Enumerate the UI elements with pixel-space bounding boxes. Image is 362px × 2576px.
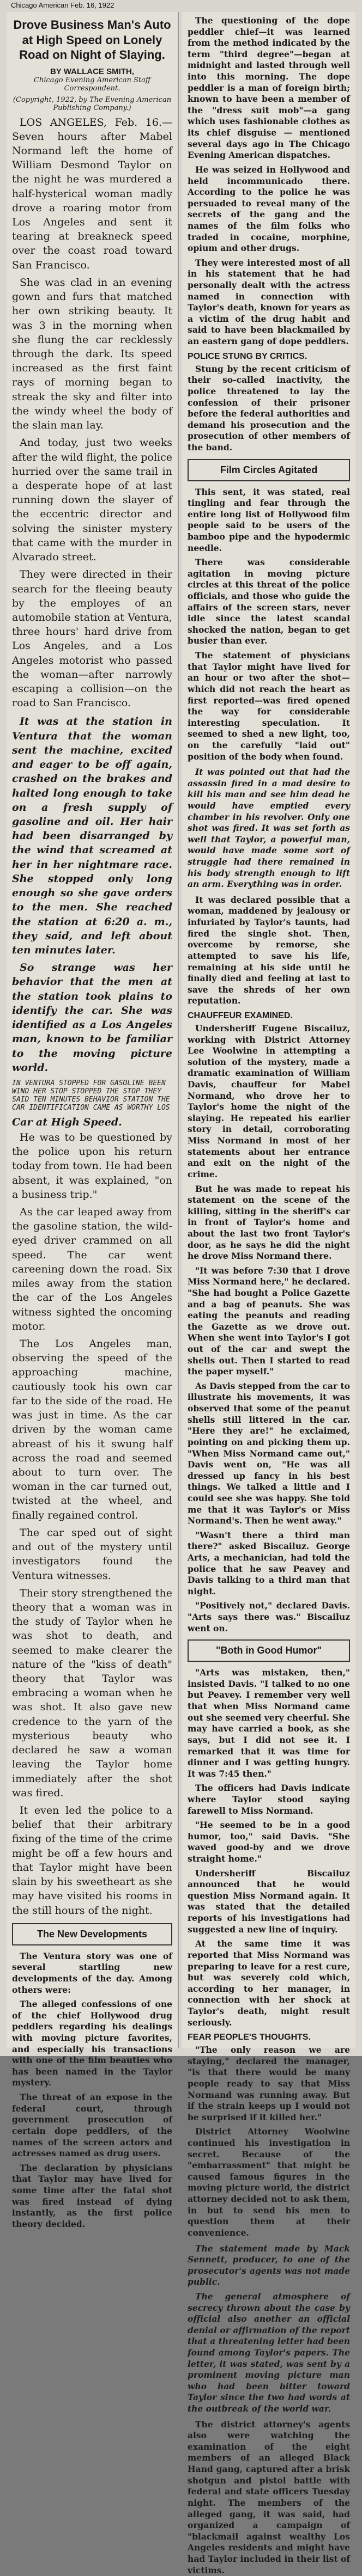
body-paragraph: They were directed in their search for the fleeing beauty by the employes of an automobile station at Ventura, three hours' hard drive from Los Angeles, and a Los Angeles motorist who passed the woman—after narrowly escaping a collision—on the road to San Francisco. (12, 568, 172, 709)
handnote: CAME AS (93, 1103, 123, 1112)
body-paragraph: But he was made to repeat his statement on the scene of the killing, sitting in the sheriff's car in front of Taylor's home and about the last two front Taylor's door, as he says he did the night he drove Miss Normand there. (188, 1183, 350, 1262)
car-subhead: Car at High Speed. (12, 1116, 122, 1128)
masthead: Chicago American Feb. 16, 1922 (11, 1, 114, 9)
police-section (188, 364, 350, 454)
fear-section (188, 2045, 350, 2238)
film-section (188, 487, 350, 763)
handnote: BEEN (148, 1079, 166, 1087)
body-paragraph: The questioning of the dope peddler chief—it was learned from the method indicated by the term "third degree"—began at midnight and lasted through well into this morning. The dope peddler is a man of foreign birth; known to have been a member of the "dress suit mob"—a gang which uses fashionable clothes as its chief disguise — mentioned several days ago in The Chicago Evening American dispatches. (188, 15, 350, 161)
body-paragraph: Their story strengthened the theory that a woman was in the study of Taylor when he was shot to death, and seemed to make clearer the nature of the "kiss of death" theory that Taylor was embracing a woman when he was shot. It also gave new credence to the yarn of the mysterious beauty who declared he saw a woman leaving the Taylor home immediately after the shot was fired. (12, 1587, 172, 1799)
body-paragraph: They were interested most of all in his statement that he had personally dealt with the actress named in connection with Taylor's death, known for years as a victim of the drug habit and said to have been blackmailed by an eastern gang of dope peddlers. (188, 257, 350, 347)
car-section (12, 1130, 172, 1918)
handnote: IDENTIFICATION (29, 1103, 89, 1112)
body-paragraph: He was seized in Hollywood and held incommunicado there. According to the police he was persuaded to reveal many of the secrets of the gang and the names of the film folks who traded in cocaine, morphine, opium and other drugs. (188, 164, 350, 254)
handnote: STATION (123, 1095, 153, 1104)
lead-section (12, 115, 172, 711)
body-paragraph: "Wasn't there a third man there?" asked Biscailuz. George Arts, a mechanician, had told the police that he saw Peavey and Davis talking to a third man that night. (188, 1529, 350, 1596)
final-bold-section (188, 2243, 350, 2415)
body-paragraph: The officers had Davis indicate where Taylor stood saying farewell to Miss Normand. (188, 1783, 350, 1816)
body-paragraph: District Attorney Woolwine continued his investigation in secret. Because of the "embarrassment" that might be caused famous figures in the moving picture world, the district attorney decided not to ask them, in but to send his men to question them at their convenience. (188, 2126, 350, 2238)
body-paragraph: The alleged confessions of one of the chief Hollywood drug peddlers regarding his dealings with moving picture favorites, and especially his transactions with one of the film beauties who has been named in the Taylor mystery. (12, 1999, 172, 2088)
humor-section (188, 1667, 350, 2028)
police-subhead: POLICE STUNG BY CRITICS. (188, 351, 307, 361)
body-paragraph: "Arts was mistaken, then," insisted Davis. "I talked to no one but Peavey. I remember very well that when Miss Normand came out she seemed very cheerful. She may have carried a book, as she says, but I did not see it. I remarked that it was time for dinner and I was getting hungry. It was 7:45 then." (188, 1667, 350, 1779)
italic-section (188, 767, 350, 890)
body-paragraph: At the same time it was reported that Miss Normand was preparing to leave for a rest cure, but was severely cold which, according to her manager, in connection with her shock at Taylor's death, might result seriously. (188, 1938, 350, 2028)
body-paragraph: "It was before 7:30 that I drove Miss Normand here," he declared. "She had bought a Police Gazette and a bag of peanuts. She was eating the peanuts and reading the Gazette as we drove out. When she went into Taylor's I got out of the car and swept the shells out. Then I started to read the paper myself." (188, 1265, 350, 1377)
handnote: VENTURA (25, 1079, 55, 1087)
body-paragraph: As Davis stepped from the car to illustrate his movements, it was observed that some of the peanut shells still littered in the car. "Here they are!" he exclaimed, pointing on and picking them up. "When Miss Normand came out," Davis went on, "He was all dressed up fancy in his best things. We talked a little and I could see she was happy. She told me that it was Taylor's or Miss Normand's. Then he went away." (188, 1380, 350, 1526)
body-paragraph: Stung by the recent criticism of their so-called inactivity, the police threatened to lay the confession of their prisoner before the federal authorities and demand his prosecution and the prosecution of other members of the band. (188, 363, 350, 452)
handnote: WIND (12, 1087, 29, 1096)
italic-paragraph: It was pointed out that had the assassin fired in a mad desire to kill his man and see him dead he would have emptied every chamber in his revolver. Only one shot was fired. It was set forth as well that Taylor, a powerful man, would have made some sort of struggle had there remained in his body strength enough to lift an arm. Everything was in order. (188, 767, 350, 890)
italic-paragraph: The general atmosphere of secrecy thrown about the case by official also another an official denial or affirmation of the report that a threatening letter had been found among Taylor's papers. The letter, it was stated, was sent by a prominent moving picture man who had been bitter toward Taylor since the two had words at the outbreak of the world war. (188, 2291, 350, 2414)
body-paragraph: The car sped out of sight and out of the mystery until investigators found the Ventura witnesses. (12, 1526, 172, 1582)
handnote: WORTHY (127, 1103, 153, 1112)
byline: BY WALLACE SMITH, (50, 66, 134, 76)
italic-paragraph: It was at the station in Ventura that the woman sent the machine, excited and eager to be off again, crashed on the brakes and halted long enough to take on a fresh supply of gasoline and oil. Her hair had been disarranged by the wind that screamed at her in her nightmare race. She stopped only long enough so she gave orders to the men. She reached the station at 6:20 a. m., they said, and left about ten minutes later. (12, 715, 172, 956)
lead-paragraph: LOS ANGELES, Feb. 16.— Seven hours after Mabel Normand left the home of William Desmond Taylor on the night he was murdered a half-hysterical woman madly drove a roaring motor from Los Angeles and sent it tearing at breakneck speed over the coast road toward San Francisco. (12, 116, 172, 271)
handnote: STOP (50, 1087, 68, 1096)
body-paragraph: Undersheriff Eugene Biscailuz, working with District Attorney Lee Woolwine in attempting a solution of the mystery, made a dramatic examination of William Davis, chauffeur for Mabel Normand, who drove her to Taylor's home the night of the slaying. He repeated his earlier story in detail, corroborating Miss Normand in most of her statements about her entrance and exit on the night of the crime. (188, 1023, 350, 1179)
italic-section (12, 714, 172, 1074)
handnote: THE STOP (106, 1087, 140, 1096)
developments-section (12, 1951, 172, 2230)
body-paragraph: It even led the police to a belief that their arbitrary fixing of the time of the crime might be off a few hours and that Taylor might have been slain by his sweetheart as she may have visited his rooms in the still hours of the night. (12, 1804, 172, 1917)
body-paragraph: The district attorney's agents also were watching the examination of the eight members of an alleged Black Hand gang, captured after a brisk shotgun and pistol battle with federal and state officers Tuesday night. The members of the alleged gang, it was said, had organized a campaign of "blackmail against wealthy Los Angeles residents and might have had Taylor included in their list of victims. (188, 2419, 350, 2575)
italic-paragraph: So strange was her behavior that the men at the station took plains to identify the car. She was identified as a Los Angeles man, known to be familiar to the moving picture world. (12, 962, 172, 1074)
handnote: SAID (12, 1095, 29, 1104)
handnote: STOPPED (71, 1087, 102, 1096)
body-paragraph: She was clad in an evening gown and furs that matched her own striking beauty. It was 3 in the morning when she flung the car recklessly through the dark. Its speed increased as the first faint rays of morning began to streak the sky and filter into the windy wheel the body of the slain man lay. (12, 276, 172, 432)
body-paragraph: "The only reason we are staying," declared the manager, "is that there would be many people ready to say that Miss Normand was running away. But if the strain keeps up I would not be surprised if it killed her." (188, 2045, 350, 2122)
body-paragraph: It was declared possible that a woman, maddened by jealousy or infuriated by Taylor's taunts, had fired the single shot. Then, overcome by remorse, she attempted to save his life, remaining at his side until he finally died and feeling at last to save the shreds of her own reputation. (188, 894, 350, 1006)
body-paragraph: The Los Angeles man, observing the speed of the approaching machine, cautiously took his own car far to the side of the road. He was just in time. As the car driven by the woman came abreast of his it swung half across the road and seemed about to turn over. The woman in the car turned out, twisted at the wheel, and finally regained control. (12, 1338, 172, 1521)
handnote: THE CAR (12, 1095, 170, 1112)
body-paragraph: As the car leaped away from the gasoline station, the wild-eyed driver crammed on all speed. The car went careening down the road. Six miles away from the station the car of the Los Angeles witness sighted the oncoming motor. (12, 1206, 172, 1332)
body-paragraph: "He seemed to be in a good humor, too," said Davis. "She waved good-by and we drove straight home." (188, 1820, 350, 1864)
copyright-line: (Copyright, 1922, by The Evening American Publishing Company.) (13, 95, 172, 112)
handwritten-margin-notes (12, 1079, 172, 1112)
handnote: IN (12, 1079, 21, 1087)
body-paragraph: He was to be questioned by the police upon his return today from town. He had been absent, it was explained, "on a business trip." (12, 1131, 172, 1201)
closing-section (188, 2419, 350, 2576)
body-paragraph: The Ventura story was one of several startling new developments of the day. Among others were: (12, 1950, 172, 1995)
left-column (7, 12, 179, 2229)
handnote: HER (33, 1087, 46, 1096)
chauffeur-section (188, 1023, 350, 1634)
italic-paragraph: The statement made by Mack Sennett, producer, to one of the prosecutor's agents was not made public. (188, 2243, 350, 2287)
body-paragraph: Undersheriff Biscailuz announced that he would question Miss Normand again. It was stated that the detailed reports of his investigations had suggested a new line of inquiry. (188, 1868, 350, 1935)
handnote: FOR (93, 1079, 106, 1087)
questioning-section (188, 15, 350, 347)
body-paragraph: The declaration by physicians that Taylor may have lived for some time after the fatal shot was fired instead of dying instantly, as the first police theory decided. (12, 2162, 172, 2229)
right-column (182, 12, 355, 2575)
handnote: THEY (144, 1087, 161, 1096)
body-paragraph: There was considerable agitation in moving picture circles at this threat of the police officials, and those who guide the affairs of the screen stars, never idle since the latest scandal shocked the nation, began to get busier than ever. (188, 557, 350, 646)
handnote: GASOLINE (110, 1079, 144, 1087)
film-box-heading: Film Circles Agitated (188, 459, 350, 481)
byline-credit: Chicago Evening American Staff Correspondent. (33, 76, 151, 93)
humor-box-heading: "Both in Good Humor" (188, 1639, 350, 1662)
body-paragraph: This sent, it was stated, real tingling and fear through the entire long list of Hollywood film people said to be users of the bamboo pipe and the hypodermic needle. (188, 486, 350, 553)
fear-subhead: FEAR PEOPLE'S THOUGHTS. (188, 2033, 311, 2042)
handnote: LOS (157, 1103, 170, 1112)
developments-box-heading: The New Developments (12, 1923, 172, 1945)
body-paragraph: And today, just two weeks after the wild flight, the police hurried over the same trail in a desperate hope of at last running down the slayer of the eccentric director and solving the sinister mystery that came with the murder in Alvarado street. (12, 437, 172, 564)
after-italic-section (188, 895, 350, 1007)
chauffeur-subhead: CHAUFFEUR EXAMINED. (188, 1011, 293, 1020)
handnote: BEHAVIOR (85, 1095, 119, 1104)
main-headline: Drove Business Man's Auto at High Speed on Lonely Road on Night of Slaying. (13, 18, 171, 62)
body-paragraph: The statement of physicians that Taylor might have lived for an hour or two after the shot—which did not reach the heart as first reported—was fired opened the way for considerable interesting speculation. It seemed to shed a new light, too, on the carefully "laid out" position of the body when found. (188, 650, 350, 762)
body-paragraph: The threat of an expose in the federal court, through government prosecution of certain dope peddlers, of the names of the screen actors and actresses named as drug users. (12, 2092, 172, 2159)
handnote: STOPPED (59, 1079, 89, 1087)
handnote: TEN MINUTES (33, 1095, 81, 1104)
body-paragraph: "Positively not," declared Davis. "Arts says there was." Biscailuz went on. (188, 1600, 350, 1633)
